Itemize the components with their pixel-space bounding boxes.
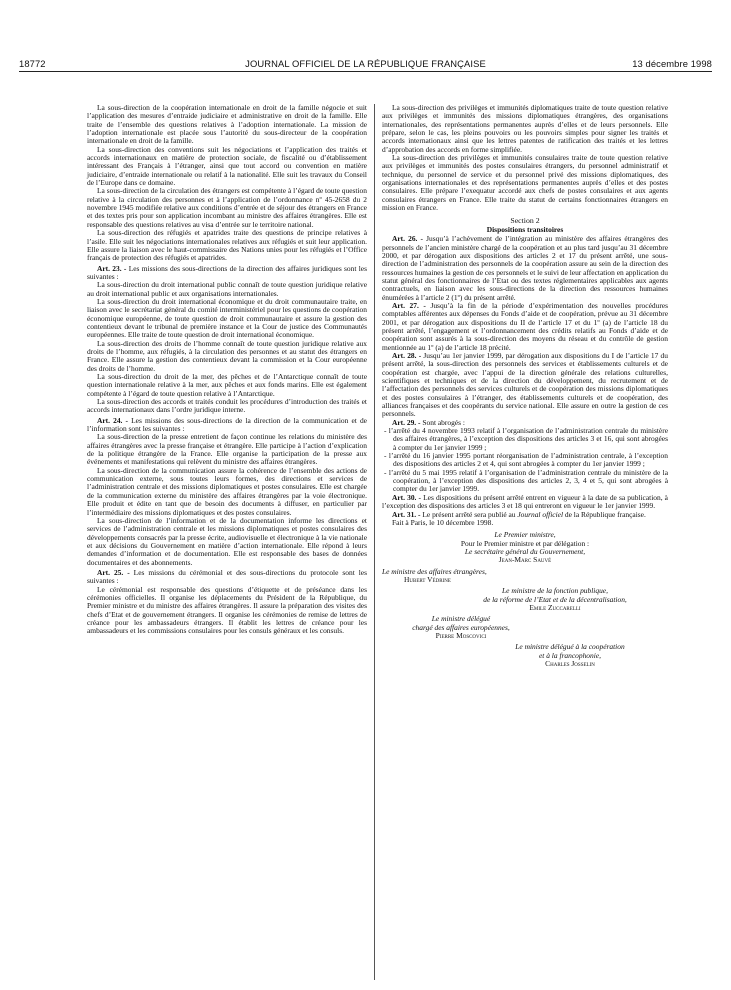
list-item: - l’arrêté du 4 novembre 1993 relatif à l’organisation de l’administration centrale du ministère des affaires étrangères, à l’exception des dispositions des articles 3 et 16, qui sont abrogées à compter du 1er janvier 1999 ; <box>384 426 668 452</box>
article-text: Les missions des sous-directions de la direction des affaires juridiques sont les suivantes : <box>87 263 367 281</box>
paragraph: La sous-direction du droit international public connaît de toute question juridique relative au droit international public et aux organisations internationales. <box>87 280 367 298</box>
section-number: Section 2 <box>510 216 540 226</box>
article-text: Jusqu’au 1er janvier 1999, par dérogation aux dispositions du I de l’article 17 du présent arrêté, la sous-direction des personnels des services et établissements culturels et de coopération est chargée, avec l’appui de la direction générale des relations culturelles, scientifiques et techniques et de la direction du développement, du recrutement et de l’affectation des personnels des services culturels et de coopération des missions diplomatiques et des postes consulaires à l’étranger, des établissements culturels et de coopération, des alliances françaises et des coopérants du service national. Elle assure en outre la gestion de ces personnels. <box>382 350 668 419</box>
signatory-name: Pierre Moscovici <box>435 630 487 640</box>
article-label: Art. 26. - <box>392 234 424 244</box>
article-text: Sont abrogés : <box>420 417 465 427</box>
header-rule <box>19 71 712 72</box>
page-header <box>19 58 712 72</box>
signature-premier-ministre <box>382 531 668 564</box>
article-label: Art. 30. - <box>392 492 421 502</box>
article-label: Art. 27. - <box>392 300 426 310</box>
journal-name: Journal officiel <box>517 509 564 519</box>
article-label: Art. 29. - <box>392 417 421 427</box>
signatory-role: Le secrétaire général du Gouvernement, <box>464 546 586 556</box>
issue-date: 13 décembre 1998 <box>632 58 712 69</box>
article-26 <box>382 235 668 302</box>
signatory-name: Emile Zuccarelli <box>529 602 581 612</box>
article-28 <box>382 352 668 419</box>
signatory-role: et à la francophonie, <box>539 650 601 660</box>
article-text: Les missions des sous-directions de la direction de la communication et de l’information sont les suivantes : <box>87 415 367 434</box>
signatory-role: Le ministre délégué <box>431 614 491 624</box>
paragraph: La sous-direction des accords et traités conduit les procédures d’introduction des traités et accords internationaux dans l’ordre juridique interne. <box>87 397 367 415</box>
signatory-role: de la réforme de l’Etat et de la décentralisation, <box>483 594 627 604</box>
signatory-role: Le ministre de la fonction publique, <box>502 586 608 596</box>
article-24 <box>87 417 367 434</box>
paragraph: La sous-direction des réfugiés et apatrides traite des questions de principe relatives à l’asile. Elle suit les négociations internationales relatives aux réfugiés et suit leur application. Elle assure la liaison avec le haut-commissaire des Nations unies pour les réfugiés et l’Office français de protection des réfugiés et apatrides. <box>87 228 367 263</box>
signatory-role: Le Premier ministre, <box>494 530 556 540</box>
paragraph: La sous-direction des privilèges et immunités consulaires traite de toute question relative aux privilèges et immunités des postes consulaires étrangers, du personnel administratif et technique, du personnel de service et du personnel privé des missions diplomatiques, des organisations internationales et des représentations permanentes auprès d’elles et des postes consulaires. Elle prépare l’exequatur accordé aux chefs de postes consulaires et aux agents consulaires étrangers en France. Elle traite du statut de certains fonctionnaires étrangers en mission en France. <box>382 153 668 213</box>
article-label: Art. 31. - <box>392 509 421 519</box>
article-label: Art. 25. - <box>97 567 130 577</box>
page-number: 18772 <box>19 58 46 69</box>
article-25 <box>87 569 367 586</box>
signature-affaires-europeennes <box>382 615 536 640</box>
article-text: Jusqu’à la fin de la période d’expérimentation des nouvelles procédures comptables afférentes aux dépenses du Fonds d’aide et de coopération, prévue au 31 décembre 2001, et par dérogation aux dispositions du II de l’article 17 et du 1º (a) de l’article 18 du présent arrêté, l’engagement et l’ordonnancement des crédits relatifs au Fonds d’aide et de coopération sont assurés à la sous-direction des moyens du réseau et du contrôle de gestion mentionnée au 1º (a) de l’article 18 précité. <box>382 300 668 352</box>
left-column <box>87 104 367 636</box>
paragraph: La sous-direction de la circulation des étrangers est compétente à l’égard de toute question relative à la circulation des personnes et à l’application de l’ordonnance nº 45-2658 du 2 novembre 1945 modifiée relative aux conditions d’entrée et de séjour des étrangers en France et des textes pris pour son application incombant au ministre des affaires étrangères. Elle est responsable des questions relatives au visa d’entrée sur le territoire national. <box>87 186 367 229</box>
paragraph: La sous-direction du droit de la mer, des pêches et de l’Antarctique connaît de toute question internationale relative à la mer, aux pêches et aux fonds marins. Elle est également compétente à l’égard de toute question relative à l’Antarctique. <box>87 372 367 398</box>
column-divider <box>374 104 375 980</box>
paragraph: La sous-direction de la communication assure la cohérence de l’ensemble des actions de communication externe, sous toutes leurs formes, des directions et services de l’administration centrale et des missions diplomatiques et postes consulaires. Elle est chargée de la communication externe du ministère des affaires étrangères par la voie électronique. Elle produit et édite en tant que de besoin des documents à diffuser, en particulier par l’intermédiaire des missions diplomatiques et des postes consulaires. <box>87 465 367 517</box>
section-title: Dispositions transitoires <box>486 224 564 234</box>
right-column <box>382 104 668 668</box>
signature-fonction-publique <box>382 587 668 612</box>
paragraph: La sous-direction des conventions suit les négociations et l’application des traités et accords internationaux en matière de protection sociale, de fiscalité ou d’établissement intéressant des Français à l’étranger, ainsi que tout accord ou convention en matière judiciaire, d’entraide internationale ou relatif à la nationalité. Elle suit les travaux du Conseil de l’Europe dans ce domaine. <box>87 144 367 188</box>
article-label: Art. 23. - <box>97 263 127 273</box>
signatory-name: Jean-Marc Sauvé <box>498 555 552 565</box>
signatory-role: Pour le Premier ministre et par délégation : <box>460 538 590 548</box>
paragraph: Le cérémonial est responsable des questions d’étiquette et de préséance dans les cérémonies officielles. Il organise les déplacements du Président de la République, du Premier ministre et du ministre des affaires étrangères. Il assure la préparation des visites des chefs d’Etat et de gouvernement étrangers. Il organise les cérémonies de remise de lettres de créance pour les ambassadeurs étrangers. Il établit les lettres de créance pour les ambassadeurs et les commissions consulaires pour les consuls généraux et les consuls. <box>87 584 367 636</box>
list-item: - l’arrêté du 5 mai 1995 relatif à l’organisation de l’administration centrale du ministère de la coopération, à l’exception des dispositions des articles 2, 3, 4 et 5, qui sont abrogées à compter du 1er janvier 1999. <box>384 467 668 494</box>
article-30 <box>382 494 668 511</box>
article-text: Les dispositions du présent arrêté entrent en vigueur à la date de sa publication, à l’exception des dispositions des articles 3 et 18 qui entreront en vigueur le 1er janvier 1999. <box>382 492 668 511</box>
article-23 <box>87 265 367 282</box>
signatory-role: Le ministre des affaires étrangères, <box>382 566 487 576</box>
paragraph: La sous-direction du droit international économique et du droit communautaire traite, en liaison avec le secrétariat général du comité interministériel pour les questions de coopération économique européenne, de toute question de droit communautaire et assure la gestion des contentieux devant le tribunal de première instance et la Cour de justice des Communautés européennes. Elle traite de toute question de droit international économique. <box>87 296 367 340</box>
signatory-name: Charles Josselin <box>545 659 595 668</box>
article-label: Art. 28. - <box>392 350 422 360</box>
list-item: - l’arrêté du 16 janvier 1995 portant réorganisation de l’administration centrale, à l’exception des dispositions des articles 2 et 4, qui sont abrogées à compter du 1er janvier 1999 ; <box>384 451 668 469</box>
article-text: Jusqu’à l’achèvement de l’intégration au ministère des affaires étrangères des personnels de l’ancien ministère chargé de la coopération et au plus tard jusqu’au 31 décembre 2000, et par dérogation aux dispositions des articles 2 et 17 du présent arrêté, une sous-direction de l’administration des personnels de la coopération assure au sein de la direction des ressources humaines la gestion de ces personnels et le suivi de leur affectation en application du statut général des fonctionnaires de l’Etat ou des textes réglementaires applicables aux agents contractuels, en liaison avec les sous-directions de la direction des ressources humaines énumérées à l’article 2 (1º) du présent arrêté. <box>382 234 668 302</box>
paragraph: La sous-direction de la presse entretient de façon continue les relations du ministère des affaires étrangères avec la presse française et étrangère. Elle participe à l’action d’explication de la politique étrangère de la France. Elle organise la participation de la presse aux événements et manifestations qui relèvent du ministre des affaires étrangères. <box>87 432 367 467</box>
article-text: Les missions du cérémonial et des sous-directions du protocole sont les suivantes : <box>87 567 367 586</box>
signature-affaires-etrangeres <box>382 568 668 585</box>
paragraph: La sous-direction des privilèges et immunités diplomatiques traite de toute question relative aux privilèges et immunités des missions diplomatiques étrangères, des organisations internationales, des représentations permanentes auprès d’elles et de leurs personnels. Elle prépare, selon le cas, les pleins pouvoirs ou les pouvoirs simples pour signer les traités et accords internationaux ainsi que les lettres patentes de ratification des traités et les lettres d’approbation des accords en forme simplifiée. <box>382 103 668 154</box>
signatory-role: Le ministre délégué à la coopération <box>515 642 625 652</box>
abrogation-list <box>382 427 668 494</box>
article-label: Art. 24. - <box>97 415 129 425</box>
article-27 <box>382 302 668 352</box>
signing-place-date: Fait à Paris, le 10 décembre 1998. <box>392 517 494 527</box>
journal-title: JOURNAL OFFICIEL DE LA RÉPUBLIQUE FRANÇAISE <box>245 58 486 69</box>
article-text: de la République française. <box>563 509 646 519</box>
paragraph: La sous-direction de l’information et de la documentation informe les directions et services de l’administration centrale et les missions diplomatiques et postes consulaires des développements consacrés par la presse écrite, audiovisuelle et électronique à la vie nationale et aux décisions du Gouvernement en matière d’action internationale. Elle répond à leurs demandes d’information et de documentation. Elle est responsable des bases de données documentaires et des abonnements. <box>87 515 367 567</box>
paragraph: La sous-direction de la coopération internationale en droit de la famille négocie et suit l’application des mesures d’entraide judiciaire et administrative en droit de la famille. Elle traite de l’ensemble des questions relatives à l’adoption internationale. La mission de l’adoption internationale est placée sous l’autorité du sous-directeur de la coopération internationale en droit de la famille. <box>87 103 367 146</box>
signatory-role: chargé des affaires européennes, <box>412 622 510 632</box>
article-text: Le présent arrêté sera publié au <box>420 509 518 519</box>
paragraph: La sous-direction des droits de l’homme connaît de toute question juridique relative aux droits de l’homme, aux réfugiés, à la circulation des personnes et au statut des étrangers en France. Elle assure la gestion des contentieux devant la commission et la Cour européenne des droits de l’homme. <box>87 338 367 373</box>
signature-cooperation <box>382 643 668 668</box>
signatory-name: Hubert Védrine <box>404 574 451 584</box>
